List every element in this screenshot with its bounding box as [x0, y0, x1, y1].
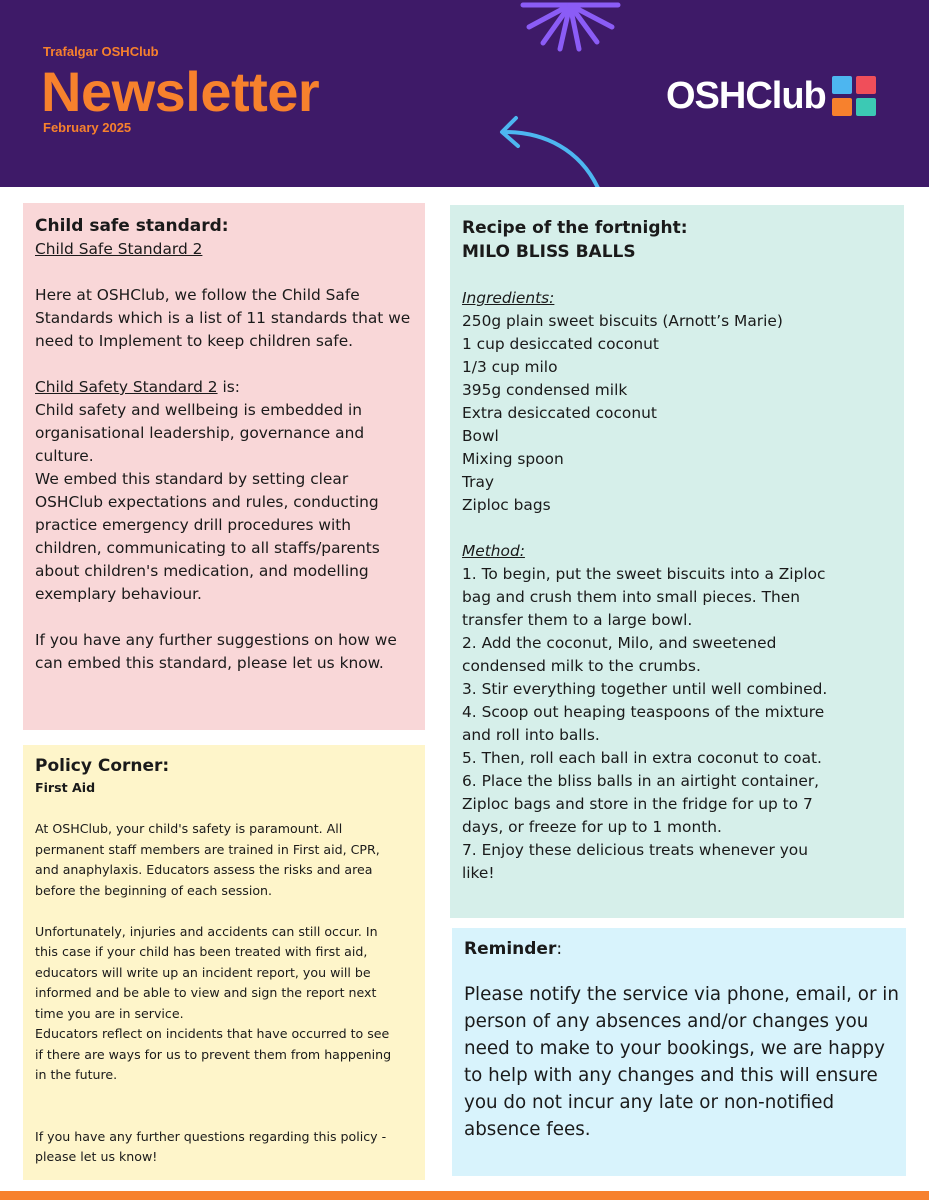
method-line: 5. Then, roll each ball in extra coconut to coat.: [462, 749, 822, 767]
policy-line: this case if your child has been treated with first aid,: [35, 944, 368, 959]
policy-corner-section: [23, 745, 425, 1180]
ingredient-item: Extra desiccated coconut: [462, 404, 657, 422]
standard-label: Child Safety Standard 2: [35, 378, 218, 396]
reminder-line: you do not incur any late or non-notified: [464, 1092, 835, 1113]
reminder-line: need to make to your bookings, we are happy: [464, 1038, 885, 1059]
child-safe-body-line: exemplary behaviour.: [35, 585, 202, 603]
child-safe-body-line: culture.: [35, 447, 94, 465]
reminder-line: to help with any changes and this will ensure: [464, 1065, 878, 1086]
organisation-name: Trafalgar OSHClub: [43, 44, 159, 59]
method-line: transfer them to a large bowl.: [462, 611, 693, 629]
policy-line: permanent staff members are trained in First aid, CPR,: [35, 841, 380, 857]
starburst-icon: [515, 0, 625, 55]
child-safe-intro-line: Standards which is a list of 11 standards that we: [35, 309, 411, 327]
policy-subheading: First Aid: [35, 780, 96, 795]
ingredient-item: Mixing spoon: [462, 450, 564, 468]
method-line: 1. To begin, put the sweet biscuits into a Ziploc: [462, 565, 826, 583]
child-safe-body-line: about children's medication, and modelling: [35, 562, 369, 580]
policy-line: educators will write up an incident report, you will be: [35, 964, 371, 980]
ingredient-item: 1/3 cup milo: [462, 358, 558, 376]
method-line: 6. Place the bliss balls in an airtight container,: [462, 772, 820, 790]
ingredient-item: 250g plain sweet biscuits (Arnott’s Marie): [462, 312, 783, 330]
recipe-heading: Recipe of the fortnight:: [462, 218, 688, 238]
reminder-line: absence fees.: [464, 1119, 591, 1140]
ingredient-item: 1 cup desiccated coconut: [462, 335, 659, 353]
policy-closing-line: please let us know!: [35, 1149, 158, 1164]
method-line: 3. Stir everything together until well combined.: [462, 680, 828, 698]
method-line: Ziploc bags and store in the fridge for up to 7: [462, 795, 813, 813]
policy-heading: Policy Corner:: [35, 756, 170, 776]
policy-line: before the beginning of each session.: [35, 882, 273, 898]
reminder-heading-line: [464, 937, 894, 961]
method-line: bag and crush them into small pieces. Then: [462, 588, 800, 606]
child-safe-heading: Child safe standard:: [35, 216, 229, 236]
newsletter-header: [0, 0, 929, 187]
child-safe-body-line: We embed this standard by setting clear: [35, 470, 349, 488]
footer-accent-bar: [0, 1191, 929, 1200]
newsletter-title: Newsletter: [41, 60, 320, 123]
policy-closing-line: If you have any further questions regarding this policy -: [35, 1128, 387, 1144]
reminder-line: person of any absences and/or changes you: [464, 1011, 869, 1032]
policy-line: informed and be able to view and sign the report next: [35, 985, 377, 1000]
ingredient-item: 395g condensed milk: [462, 381, 628, 399]
child-safe-body-line: children, communicating to all staffs/parents: [35, 539, 380, 557]
policy-line: Educators reflect on incidents that have occurred to see: [35, 1026, 390, 1041]
standard-label-suffix: is:: [217, 378, 240, 396]
method-line: and roll into balls.: [462, 726, 600, 744]
standard-label-line: [35, 376, 413, 399]
ingredient-item: Ziploc bags: [462, 496, 551, 514]
ingredient-item: Tray: [462, 473, 495, 491]
child-safe-intro-line: Here at OSHClub, we follow the Child Safe: [35, 286, 360, 304]
child-safe-body-line: organisational leadership, governance and: [35, 424, 365, 442]
logo-wordmark: OSHClub: [666, 74, 826, 117]
child-safe-closing-line: can embed this standard, please let us know.: [35, 654, 384, 672]
method-line: days, or freeze for up to 1 month.: [462, 818, 722, 836]
child-safe-body-line: Child safety and wellbeing is embedded in: [35, 401, 363, 419]
reminder-section: [452, 928, 906, 1176]
policy-line: in the future.: [35, 1067, 118, 1082]
child-safe-intro-line: need to Implement to keep children safe.: [35, 332, 354, 350]
method-line: 7. Enjoy these delicious treats whenever you: [462, 841, 808, 859]
recipe-name: MILO BLISS BALLS: [462, 242, 636, 262]
newsletter-date: February 2025: [43, 120, 132, 135]
child-safe-body-line: OSHClub expectations and rules, conducting: [35, 493, 379, 511]
policy-line: At OSHClub, your child's safety is paramount. All: [35, 821, 343, 836]
child-safe-subheading: Child Safe Standard 2: [35, 240, 203, 258]
curved-arrow-icon: [490, 110, 610, 187]
policy-line: time you are in service.: [35, 1005, 184, 1021]
reminder-line: Please notify the service via phone, email, or in: [464, 984, 899, 1005]
child-safe-body-line: practice emergency drill procedures with: [35, 516, 352, 534]
child-safe-standard-section: [23, 203, 425, 730]
logo-squares-icon: [830, 74, 878, 118]
policy-line: and anaphylaxis. Educators assess the risks and area: [35, 862, 373, 877]
method-line: 4. Scoop out heaping teaspoons of the mixture: [462, 703, 825, 721]
method-line: like!: [462, 864, 495, 882]
method-label: Method:: [462, 542, 525, 560]
oshclub-logo: [666, 72, 878, 120]
child-safe-closing-line: If you have any further suggestions on how we: [35, 631, 397, 649]
ingredient-item: Bowl: [462, 427, 499, 445]
recipe-section: [450, 205, 904, 918]
policy-line: Unfortunately, injuries and accidents can still occur. In: [35, 923, 378, 939]
method-line: 2. Add the coconut, Milo, and sweetened: [462, 634, 777, 652]
method-line: condensed milk to the crumbs.: [462, 657, 701, 675]
ingredients-label: Ingredients:: [462, 289, 555, 307]
policy-line: if there are ways for us to prevent them from happening: [35, 1046, 392, 1062]
reminder-heading: Reminder: [464, 939, 557, 959]
reminder-heading-suffix: :: [556, 939, 563, 959]
